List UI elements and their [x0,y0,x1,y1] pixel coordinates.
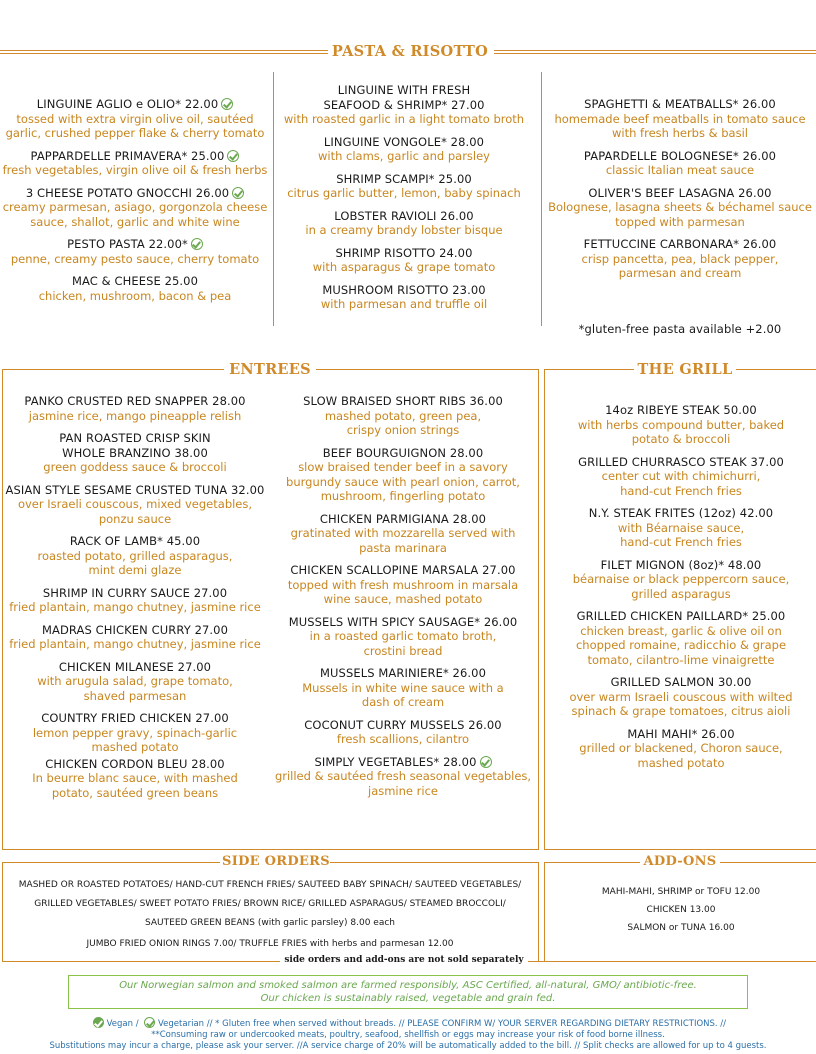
menu-item-desc: parmesan and cream [618,266,742,280]
menu-item-name: MADRAS CHICKEN CURRY 27.00 [41,622,229,637]
menu-item-desc: tossed with extra virgin olive oil, sautéed [16,111,254,126]
menu-item-desc: chicken breast, garlic & olive oil on [580,623,782,638]
menu-item-desc: sauce, shallot, garlic and white wine [30,214,240,229]
menu-item-name: FETTUCCINE CARBONARA* 26.00 [583,237,777,251]
menu-item-desc: spinach & grape tomatoes, citrus aioli [571,704,791,718]
menu-item-name: SPAGHETTI & MEATBALLS* 26.00 [584,97,776,111]
menu-item-name: SHRIMP SCAMPI* 25.00 [336,171,472,186]
menu-item-name: LOBSTER RAVIOLI 26.00 [334,208,474,223]
menu-item-name: SLOW BRAISED SHORT RIBS 36.00 [303,394,503,408]
menu-item [4,623,266,652]
vegetarian-icon [221,98,233,110]
menu-item-desc: pasta marinara [359,540,447,555]
menu-item [4,431,266,475]
menu-item [544,149,816,178]
menu-item [270,394,536,438]
menu-item-desc: over warm Israeli couscous with wilted [569,689,793,704]
vegetarian-icon [480,756,492,768]
vegetarian-icon [232,187,244,199]
side-orders-line: SAUTEED GREEN BEANS (with garlic parsley) 8.00 each [145,918,395,928]
menu-item [544,97,816,141]
vegetarian-icon [144,1017,155,1028]
sides-box-top-left [2,862,220,863]
menu-item [546,675,816,719]
menu-item-desc: creamy parmesan, asiago, gorgonzola cheese [2,200,268,214]
menu-item-desc: topped with parmesan [615,214,745,229]
menu-item-desc: Mussels in white wine sauce with a [302,680,504,695]
menu-item [0,274,270,303]
menu-item-desc: classic Italian meat sauce [605,163,755,177]
menu-item [4,394,266,423]
menu-item-desc: citrus garlic butter, lemon, baby spinach [287,186,521,200]
menu-item [276,135,532,164]
menu-item [270,563,536,607]
menu-item-desc: jasmine rice, mango pineapple relish [28,408,242,423]
pasta-column-1 [0,97,270,311]
menu-item-desc: hand-cut French fries [620,483,742,498]
menu-item [270,666,536,710]
menu-item-name-line2: SEAFOOD & SHRIMP* 27.00 [323,97,485,112]
entrees-box-right [538,369,539,849]
side-orders-line: GRILLED VEGETABLES/ SWEET POTATO FRIES/ BROWN RICE/ GRILLED ASPARAGUS/ STEAMED BROCCOLI/ [34,899,506,909]
menu-item-name-line2: WHOLE BRANZINO 38.00 [62,445,208,460]
menu-item-desc: chicken, mushroom, bacon & pea [38,288,232,303]
menu-item-desc: béarnaise or black peppercorn sauce, [572,572,790,586]
menu-item-name: PAPPARDELLE PRIMAVERA* 25.00 [30,148,225,163]
menu-item-desc: homemade beef meatballs in tomato sauce [554,111,806,126]
menu-item-desc: over Israeli couscous, mixed vegetables, [17,497,253,511]
addons-box-top-left [544,862,640,863]
grill-section-title: THE GRILL [637,361,733,378]
menu-item-desc: tomato, cilantro-lime vinaigrette [587,652,775,667]
dietary-footer [0,1017,816,1052]
menu-item-desc: with arugula salad, grape tomato, [37,674,233,688]
sourcing-note [68,975,748,1009]
menu-item [0,97,270,141]
menu-item [4,660,266,704]
menu-item-desc: mint demi glaze [88,563,182,577]
menu-item-desc: with asparagus & grape tomato [312,260,496,274]
menu-item [270,718,536,747]
menu-item-name: CHICKEN SCALLOPINE MARSALA 27.00 [290,563,516,577]
menu-item [4,483,266,527]
entrees-box-bottom [2,849,539,850]
not-sold-separately-note: side orders and add-ons are not sold separately [284,955,524,965]
menu-item-name: LINGUINE WITH FRESH [337,83,471,97]
menu-item-desc: crispy onion strings [346,423,460,437]
menu-item-name: CHICKEN CORDON BLEU 28.00 [45,756,225,771]
side-orders-line: MASHED OR ROASTED POTATOES/ HAND-CUT FRENCH FRIES/ SAUTEED BABY SPINACH/ SAUTEED VEGETABLES/ [18,880,522,890]
menu-item [276,209,532,238]
menu-item-name: PAPARDELLE BOLOGNESE* 26.00 [583,148,777,163]
pasta-divider-2 [541,72,542,326]
grill-column [546,403,816,778]
addons-box-bottom-right [528,961,816,962]
sides-box-top-right [330,862,538,863]
menu-item [546,455,816,499]
menu-item [276,83,532,127]
menu-item-desc: grilled or blackened, Choron sauce, [579,741,783,755]
menu-item [270,446,536,504]
grill-box-top-left [544,369,634,370]
gluten-free-note: *gluten-free pasta available +2.00 [578,322,782,336]
menu-item-desc: topped with fresh mushroom in marsala [287,577,519,592]
menu-item-desc: gratinated with mozzarella served with [290,526,516,540]
menu-item-desc: dash of cream [361,695,445,709]
menu-item-desc: penne, creamy pesto sauce, cherry tomato [10,251,260,266]
menu-item [276,172,532,201]
menu-item-name: SIMPLY VEGETABLES* 28.00 [314,754,477,769]
sides-box-right [538,862,539,961]
menu-item-name: CHICKEN MILANESE 27.00 [58,659,212,674]
sourcing-line: Our chicken is sustainably raised, vegetable and grain fed. [260,993,556,1004]
menu-item-desc: ponzu sauce [98,511,172,526]
pasta-column-3 [544,97,816,289]
menu-item [4,757,266,801]
menu-item-name: PANKO CRUSTED RED SNAPPER 28.00 [24,394,246,408]
menu-item [0,186,270,230]
menu-item-name: MUSSELS WITH SPICY SAUSAGE* 26.00 [288,614,518,629]
pasta-column-2 [276,83,532,320]
grill-box-left [544,369,545,849]
menu-item [0,237,270,266]
pasta-divider-1 [273,72,274,326]
menu-item-desc: in a creamy brandy lobster bisque [305,223,503,237]
menu-item [4,711,266,755]
menu-item [276,246,532,275]
menu-item-name: LINGUINE VONGOLE* 28.00 [323,134,485,149]
menu-item-desc: fried plantain, mango chutney, jasmine rice [9,637,261,651]
entrees-box-left [2,369,3,849]
menu-item [4,534,266,578]
menu-item-name: SHRIMP IN CURRY SAUCE 27.00 [42,585,228,600]
menu-item-desc: mashed potato, green pea, [324,408,482,423]
menu-item [276,283,532,312]
side-orders-list [4,876,536,954]
menu-item-desc: hand-cut French fries [620,535,742,549]
menu-item-desc: with clams, garlic and parsley [317,149,490,163]
raw-food-warning: **Consuming raw or undercooked meats, poultry, seafood, shellfish or eggs may increase your risk of food borne illness. [151,1030,665,1040]
menu-item-desc: center cut with chimichurri, [601,469,761,483]
menu-item-desc: crisp pancetta, pea, black pepper, [581,251,779,266]
menu-item-name: GRILLED CHURRASCO STEAK 37.00 [578,454,784,469]
pasta-section-title: PASTA & RISOTTO [331,43,489,60]
vegetarian-icon [191,238,203,250]
sides-section-title: SIDE ORDERS [222,854,330,869]
menu-item-desc: grilled asparagus [631,586,731,601]
menu-item-name: OLIVER'S BEEF LASAGNA 26.00 [588,185,772,200]
menu-item-name: ASIAN STYLE SESAME CRUSTED TUNA 32.00 [5,482,265,497]
addons-section-title: ADD-ONS [643,854,717,869]
vegetarian-icon [227,150,239,162]
menu-item-desc: lemon pepper gravy, spinach-garlic [32,725,238,740]
menu-item-name: SHRIMP RISOTTO 24.00 [335,245,473,260]
vegan-icon [93,1017,104,1028]
addons-line: SALMON or TUNA 16.00 [627,923,735,933]
menu-item-name: N.Y. STEAK FRITES (12oz) 42.00 [588,506,774,520]
menu-item-desc: mashed potato [637,755,725,770]
menu-item-name: 14oz RIBEYE STEAK 50.00 [605,403,757,417]
menu-item-desc: green goddess sauce & broccoli [43,460,227,474]
menu-item [270,615,536,659]
grill-box-bottom [544,849,816,850]
menu-item-name: PESTO PASTA 22.00* [67,237,188,251]
menu-item-name: COCONUT CURRY MUSSELS 26.00 [304,717,502,732]
menu-item-name: MUSSELS MARINIERE* 26.00 [320,666,486,680]
menu-item [546,727,816,771]
menu-item-name: LINGUINE AGLIO e OLIO* 22.00 [36,97,219,111]
menu-item-desc: fresh vegetables, virgin olive oil & fresh herbs [2,163,268,177]
addons-box-top-right [720,862,816,863]
menu-item-desc: fresh scallions, cilantro [336,732,470,746]
addons-line: CHICKEN 13.00 [646,905,716,915]
menu-item-name: CHICKEN PARMIGIANA 28.00 [319,511,487,526]
sides-box-bottom-left [2,961,280,962]
vegan-label: Vegan [106,1019,134,1029]
menu-item-desc: in a roasted garlic tomato broth, [309,629,497,643]
side-orders-line: JUMBO FRIED ONION RINGS 7.00/ TRUFFLE FRIES with herbs and parmesan 12.00 [86,939,454,949]
menu-item-desc: potato, sautéed green beans [51,785,219,800]
menu-item-desc: shaved parmesan [83,688,187,703]
entrees-box-top-right [316,369,538,370]
menu-item-name: MAC & CHEESE 25.00 [71,274,199,288]
sourcing-line: Our Norwegian salmon and smoked salmon are farmed responsibly, ASC Certified, all-natural, GMO/ antibiotic-free. [119,980,697,991]
menu-item [4,586,266,615]
addons-box-left [544,862,545,961]
menu-item-desc: In beurre blanc sauce, with mashed [32,771,238,785]
menu-item [546,403,816,447]
menu-item [270,512,536,556]
menu-item [544,186,816,230]
menu-item-name: 3 CHEESE POTATO GNOCCHI 26.00 [25,185,230,200]
menu-item-name: COUNTRY FRIED CHICKEN 27.00 [41,711,229,725]
menu-item [546,558,816,602]
menu-item-desc: Bolognese, lasagna sheets & béchamel sauce [548,200,812,214]
menu-item-desc: mushroom, fingerling potato [320,489,486,503]
menu-item-desc: burgundy sauce with pearl onion, carrot, [286,474,520,489]
menu-item-desc: wine sauce, mashed potato [323,592,483,606]
pasta-header-rule-left [0,50,328,54]
menu-item-name: GRILLED CHICKEN PAILLARD* 25.00 [576,609,786,623]
menu-item-desc: potato & broccoli [631,432,731,446]
menu-item-desc: with Béarnaise sauce, [617,520,745,535]
dietary-legend-line: Vegan / Vegetarian // * Gluten free when served without breads. // PLEASE CONFIRM W/ YOUR SERVER REGARDING DIETARY RESTRICTIONS. // [0,1017,816,1030]
menu-item-desc: grilled & sautéed fresh seasonal vegetables, [274,769,532,783]
menu-item-desc: mashed potato [91,740,179,754]
menu-item-desc: garlic, crushed pepper flake & cherry tomato [5,126,265,140]
menu-item-desc: fried plantain, mango chutney, jasmine rice [9,600,261,614]
menu-item-desc: with parmesan and truffle oil [320,297,488,311]
menu-item-desc: with roasted garlic in a light tomato broth [283,112,525,126]
menu-item-desc: with herbs compound butter, baked [577,417,785,432]
menu-item [546,609,816,667]
dietary-legend-text: Vegetarian // * Gluten free when served without breads. // PLEASE CONFIRM W/ YOUR SERVER REGARDING DIETARY RESTRICTIONS. // [158,1019,727,1029]
entrees-column-1 [4,394,266,808]
addons-list [546,883,816,937]
menu-item-name: BEEF BOURGUIGNON 28.00 [322,445,484,460]
menu-item-name: FILET MIGNON (8oz)* 48.00 [600,557,762,572]
menu-item-desc: with fresh herbs & basil [612,126,748,140]
menu-item-desc: chopped romaine, radicchio & grape [575,638,787,652]
addons-line: MAHI-MAHI, SHRIMP or TOFU 12.00 [601,887,761,897]
entrees-column-2 [270,394,536,806]
menu-item-name: RACK OF LAMB* 45.00 [69,534,201,548]
menu-item [544,237,816,281]
pasta-header-rule-right [494,50,816,54]
menu-item [0,149,270,178]
menu-item-desc: roasted potato, grilled asparagus, [37,548,233,563]
service-charge-note: Substitutions may incur a charge, please ask your server. //A service charge of 20% will be automatically added to the bill. // Split checks are allowed for up to 4 guests. [49,1041,767,1051]
menu-item-name: GRILLED SALMON 30.00 [610,675,752,689]
entrees-box-top-left [2,369,224,370]
menu-item-desc: crostini bread [363,643,443,658]
menu-item-desc: jasmine rice [368,783,438,798]
menu-item-name: MUSHROOM RISOTTO 23.00 [322,282,486,297]
menu-item [546,506,816,550]
grill-box-top-right [736,369,816,370]
sides-box-left [2,862,3,961]
menu-item [270,755,536,799]
entrees-section-title: ENTREES [229,361,311,378]
menu-item-desc: slow braised tender beef in a savory [298,460,508,474]
menu-item-name: PAN ROASTED CRISP SKIN [59,431,211,445]
menu-item-name: MAHI MAHI* 26.00 [627,726,735,741]
